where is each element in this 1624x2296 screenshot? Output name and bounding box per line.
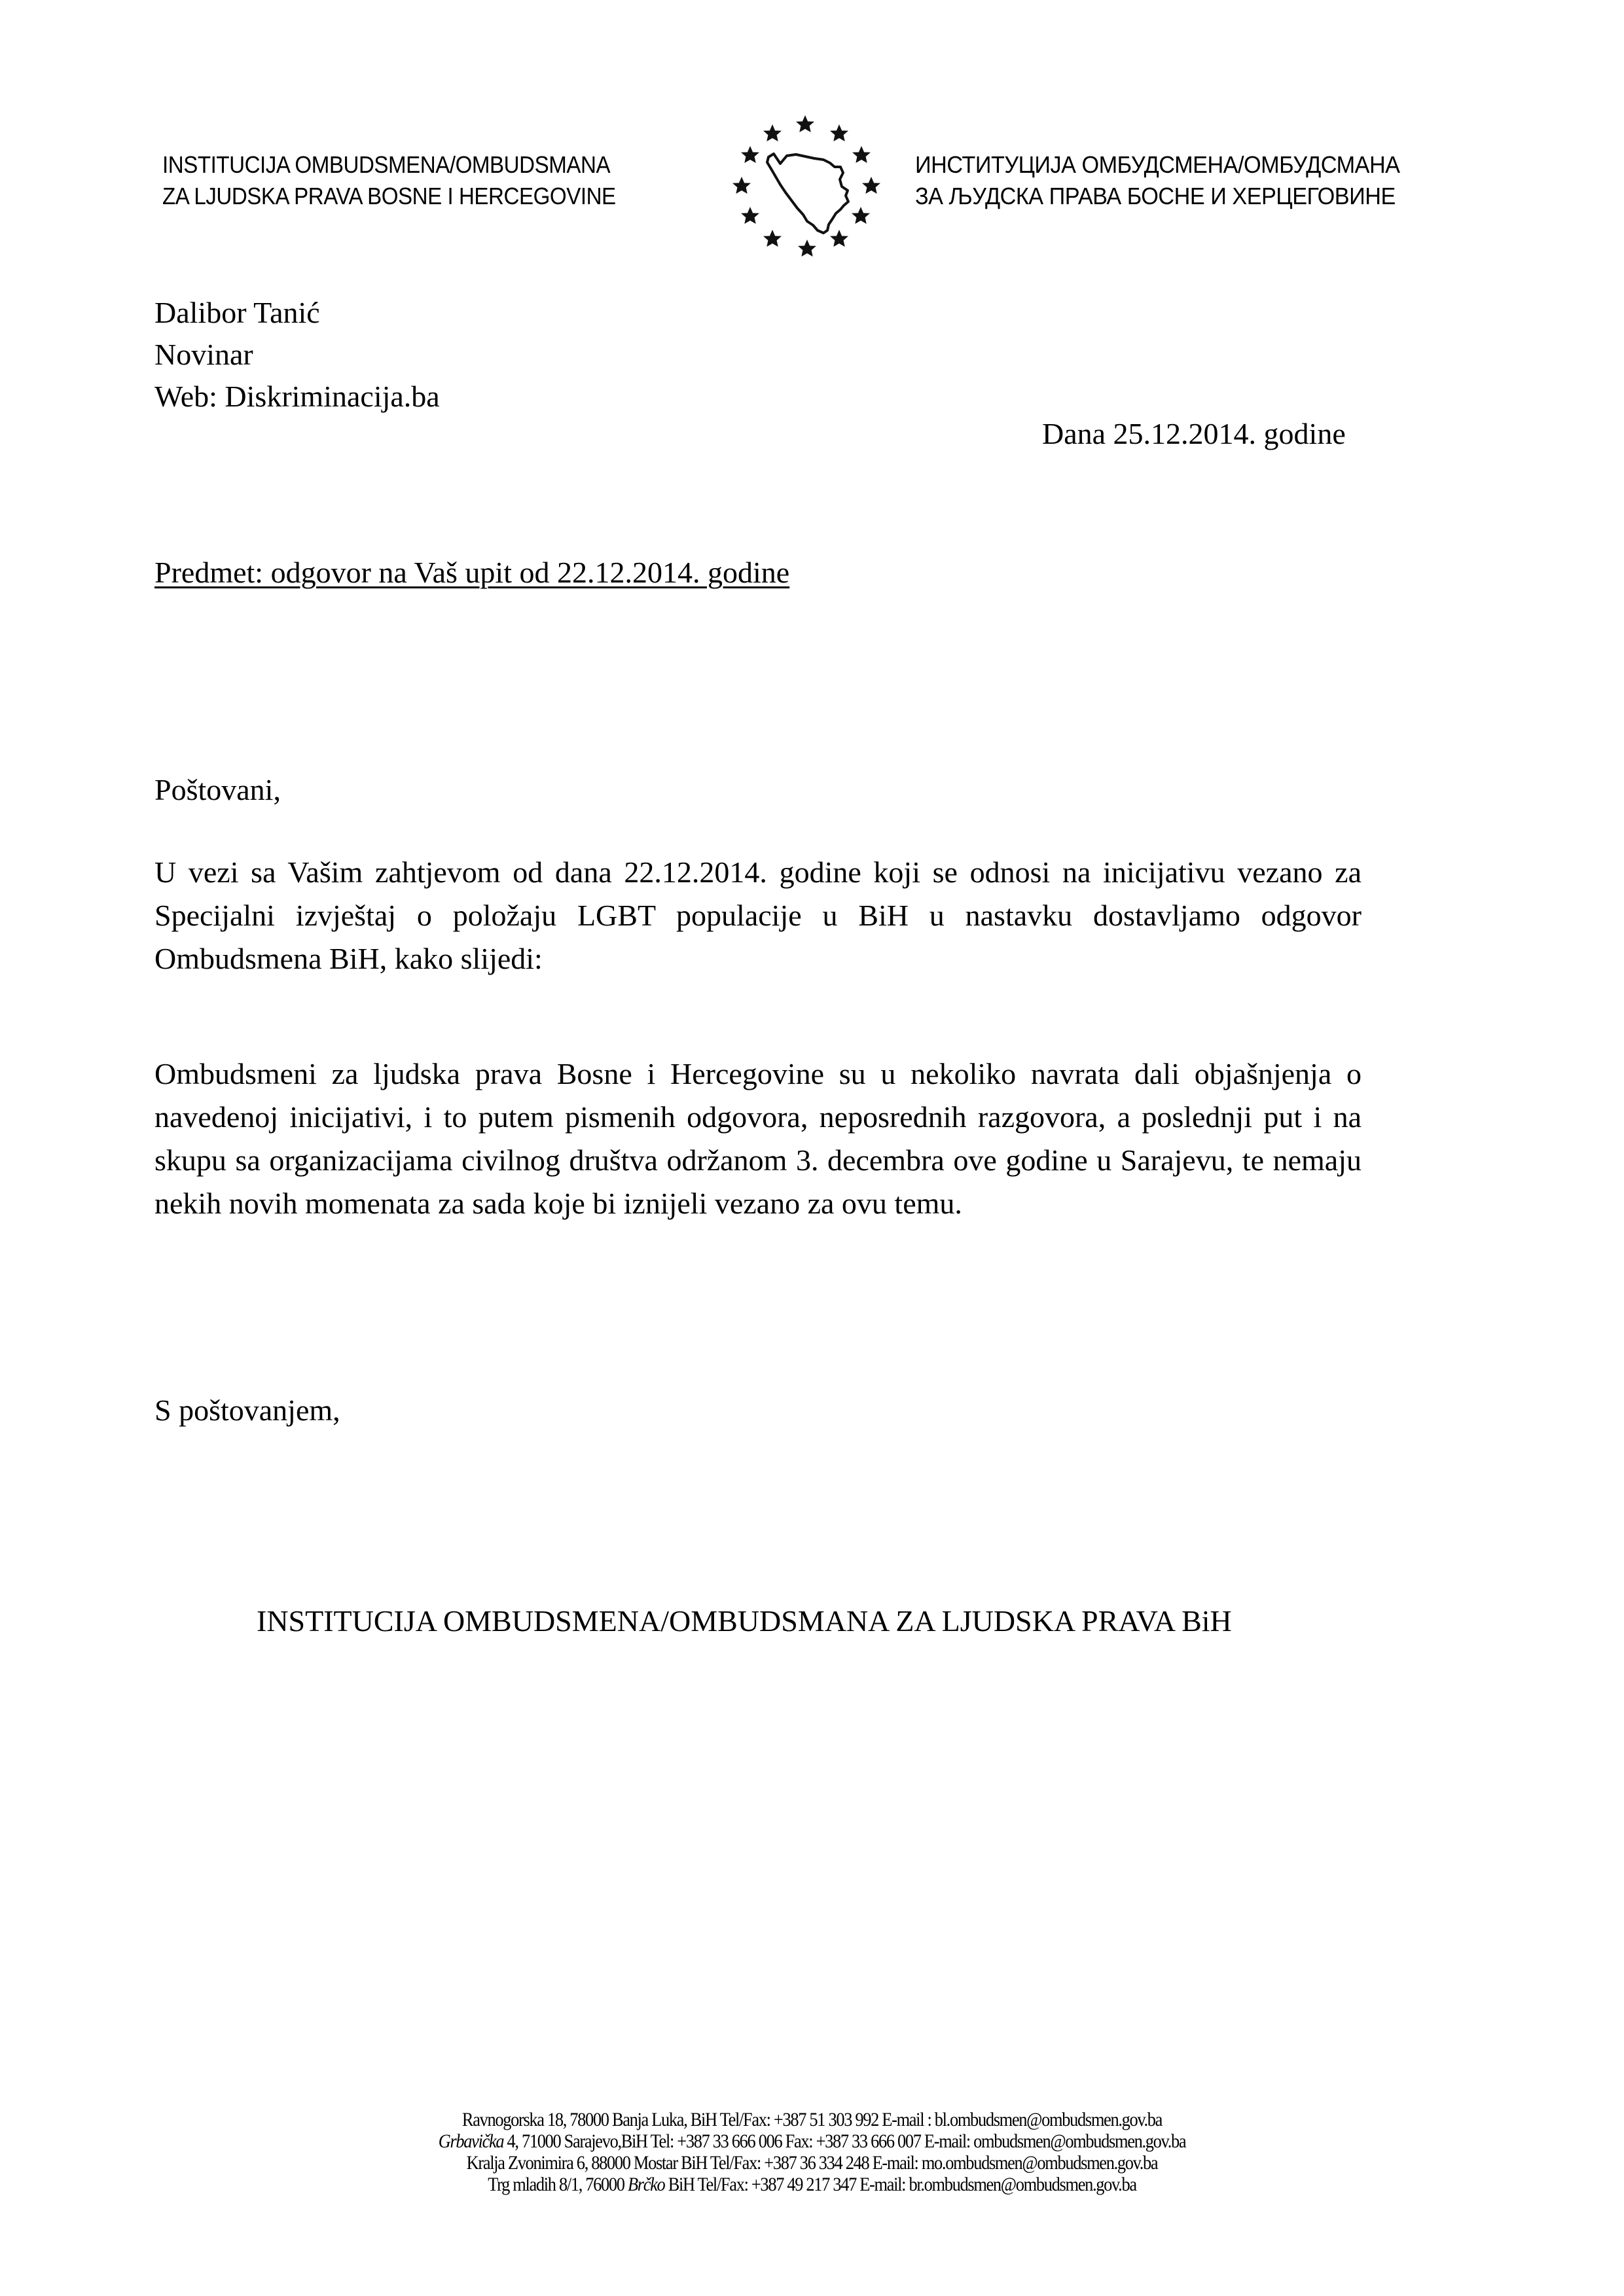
footer-mostar: Kralja Zvonimira 6, 88000 Mostar BiH Tel/Fax: +387 36 334 248 E-mail: mo.ombudsmen@ombudsmen.gov.ba [466, 2152, 1158, 2174]
star-icon [852, 146, 871, 163]
star-icon [763, 124, 782, 141]
star-icon [741, 207, 759, 224]
star-icon [798, 240, 816, 257]
star-icon [732, 177, 751, 194]
header-latin-line-2: ZA LJUDSKA PRAVA BOSNE I HERCEGOVINE [162, 183, 616, 209]
footer-banja-luka: Ravnogorska 18, 78000 Banja Luka, BiH Tel/Fax: +387 51 303 992 E-mail : bl.ombudsmen@ombudsmen.gov.ba [461, 2109, 1163, 2130]
recipient-name: Dalibor Tanić [154, 296, 320, 329]
recipient-web: Web: Diskriminacija.ba [154, 380, 440, 413]
closing-salutation: S poštovanjem, [154, 1393, 340, 1427]
footer-brcko [98, 2174, 1526, 2195]
star-icon [741, 146, 759, 163]
footer-sarajevo [98, 2130, 1526, 2152]
greeting: Poštovani, [154, 773, 281, 806]
letter-date: Dana 25.12.2014. godine [1042, 417, 1346, 450]
star-icon [852, 207, 870, 224]
footer-brcko-city: Brčko [627, 2174, 665, 2195]
recipient-title: Novinar [154, 338, 253, 371]
paragraph-line: Ombudsmena BiH, kako slijedi: [154, 942, 543, 975]
header-institution-latin [162, 149, 616, 212]
footer-addresses [0, 2109, 1624, 2195]
recipient-block [154, 292, 440, 418]
header-institution-cyrillic [915, 149, 1400, 212]
star-icon [862, 177, 880, 194]
bih-map-star-ring-icon [728, 99, 898, 257]
paragraph-line: U vezi sa Vašim zahtjevom od dana 22.12.2014. godine koji se odnosi na inicijativu vezano za [154, 855, 1362, 889]
paragraph-line: skupu sa organizacijama civilnog društva održanom 3. decembra ove godine u Sarajevu, te nemaju [154, 1143, 1362, 1177]
footer-brcko-street: Trg mladih 8/1, 76000 [488, 2174, 628, 2195]
star-icon [830, 124, 848, 141]
star-icon [763, 230, 782, 247]
paragraph-line: Specijalni izvještaj o položaju LGBT populacije u BiH u nastavku dostavljamo odgovor [154, 899, 1362, 932]
signature-institution: INSTITUCIJA OMBUDSMENA/OMBUDSMANA ZA LJUDSKA PRAVA BiH [257, 1604, 1232, 1638]
body-paragraph-2 [154, 1052, 1362, 1225]
paragraph-line: nekih novih momenata za sada koje bi iznijeli vezano za ovu temu. [154, 1187, 962, 1220]
footer-sarajevo-street: Grbavička [438, 2130, 504, 2152]
star-icon [796, 115, 814, 132]
paragraph-line: navedenoj inicijativi, i to putem pismenih odgovora, neposrednih razgovora, a poslednji put i na [154, 1100, 1362, 1134]
paragraph-line: Ombudsmeni za ljudska prava Bosne i Hercegovine su u nekoliko navrata dali objašnjenja o [154, 1057, 1362, 1090]
star-ring [732, 115, 880, 257]
body-paragraph-1 [154, 851, 1362, 980]
bih-map-outline [767, 154, 848, 233]
header-cyrillic-line-1: ИНСТИТУЦИЈА ОМБУДСМЕНА/ОМБУДСМАНА [915, 151, 1400, 178]
header-cyrillic-line-2: ЗА ЉУДСКА ПРАВА БОСНЕ И ХЕРЦЕГОВИНЕ [915, 183, 1396, 209]
subject-line: Predmet: odgovor na Vaš upit od 22.12.2014. godine [154, 556, 790, 589]
footer-brcko-details: BiH Tel/Fax: +387 49 217 347 E-mail: br.ombudsmen@ombudsmen.gov.ba [664, 2174, 1136, 2195]
footer-sarajevo-details: 4, 71000 Sarajevo,BiH Tel: +387 33 666 006 Fax: +387 33 666 007 E-mail: ombudsmen@ombudsmen.gov.ba [503, 2130, 1186, 2152]
header-latin-line-1: INSTITUCIJA OMBUDSMENA/OMBUDSMANA [162, 151, 611, 178]
star-icon [830, 230, 848, 247]
